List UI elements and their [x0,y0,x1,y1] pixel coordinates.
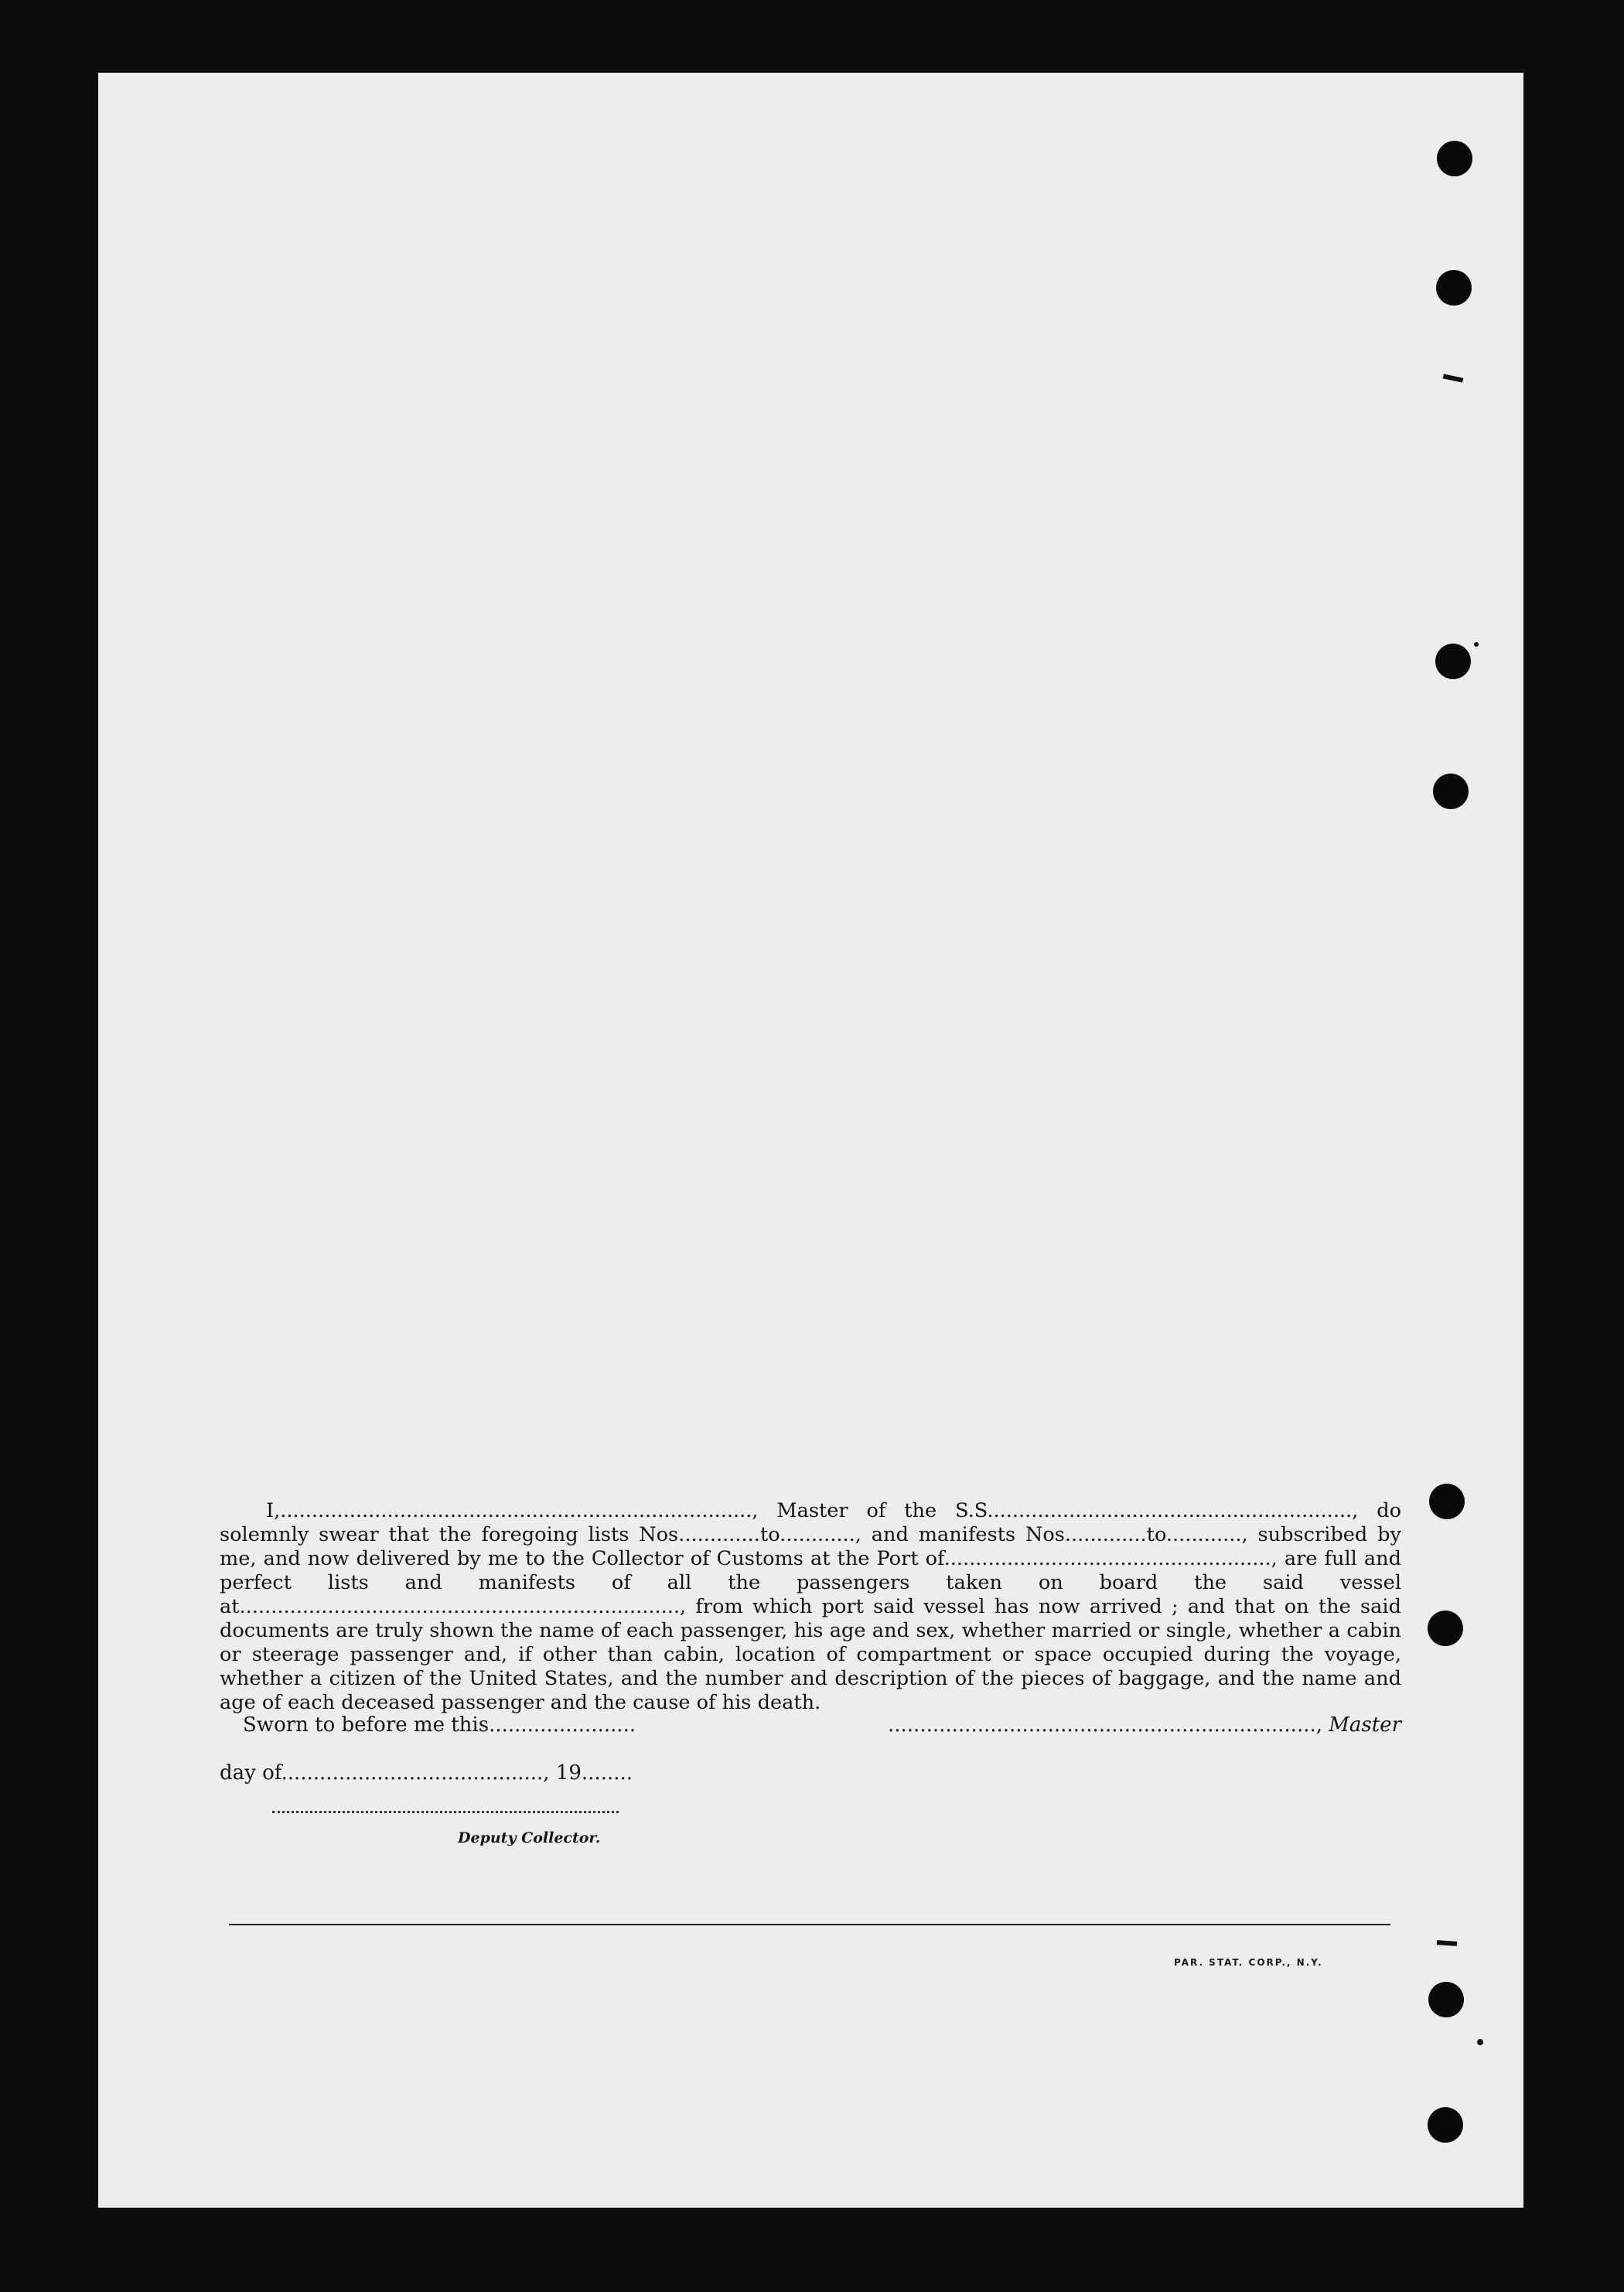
sworn-line: Sworn to before me this....................... [243,1713,636,1737]
printer-imprint: PAR. STAT. CORP., N.Y. [1174,1957,1323,1968]
master-signature-line: ..................................................................., [888,1713,1322,1737]
master-signature [888,1713,1401,1737]
punch-hole [1428,1611,1463,1646]
punch-hole [1435,644,1471,679]
master-label: Master [1329,1713,1401,1737]
scan-speck [1474,642,1479,647]
punch-hole [1437,141,1472,176]
punch-hole [1428,2107,1463,2143]
oath-text: I,..........................................................................., Master of the S.S.........................................................., do solemnly swear that the foregoing lists Nos.............to............, and manifests Nos.............to............, subscribed by me, and now delivered by me to the Collector of Customs at the Port of...................................................., are full and perfect lists and manifests of all the passengers taken on board the said vessel at......................................................................, from which port said vessel has now arrived ; and that on the said documents are truly shown the name of each passenger, his age and sex, whether married or single, whether a cabin or steerage passenger and, if other than cabin, location of compartment or space occupied during the voyage, whether a citizen of the United States, and the number and description of the pieces of baggage, and the name and age of each deceased passenger and the cause of his death. [220,1499,1401,1714]
punch-hole [1433,774,1469,809]
scan-speck [1477,2039,1483,2045]
footer-rule [229,1924,1390,1925]
date-line: day of........................................., 19........ [220,1761,633,1785]
manifest-page [98,73,1523,2208]
deputy-collector-label: Deputy Collector. [458,1829,601,1846]
punch-hole [1428,1982,1464,2017]
punch-hole [1429,1484,1465,1519]
deputy-signature-line [272,1811,619,1813]
oath-paragraph [220,1499,1401,1715]
punch-hole [1436,270,1472,306]
